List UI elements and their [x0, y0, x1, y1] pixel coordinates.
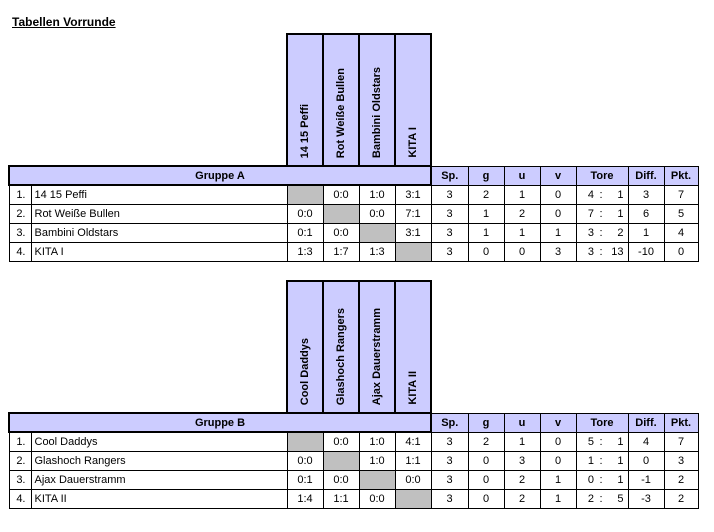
stat-u: 1: [504, 432, 540, 452]
match-result: 0:0: [323, 185, 359, 205]
stat-pkt: 4: [664, 224, 698, 243]
matrix-header-team-1: 14 15 Peffi: [287, 34, 323, 166]
goals-separator: :: [596, 224, 606, 243]
matrix-header-team-2: Glashoch Rangers: [323, 281, 359, 413]
table-row: [9, 224, 698, 243]
stat-sp: 3: [431, 471, 468, 490]
stat-sp: 3: [431, 224, 468, 243]
goals-against: 1: [606, 205, 628, 224]
stat-u: 2: [504, 471, 540, 490]
stat-sp: 3: [431, 452, 468, 471]
matrix-header-team-4: KITA I: [395, 34, 431, 166]
goals-separator: :: [596, 205, 606, 224]
match-result: 0:0: [395, 471, 431, 490]
page-title: Tabellen Vorrunde: [12, 15, 116, 29]
col-header-sp: Sp.: [431, 413, 468, 432]
goals-separator: :: [596, 490, 606, 509]
stat-sp: 3: [431, 185, 468, 205]
match-result: 3:1: [395, 224, 431, 243]
group-header: Gruppe B: [9, 413, 431, 432]
stat-g: 0: [468, 490, 504, 509]
group-header: Gruppe A: [9, 166, 431, 185]
self-cell: [287, 185, 323, 205]
stat-g: 0: [468, 243, 504, 262]
rank: 2.: [9, 205, 31, 224]
team-name: Glashoch Rangers: [31, 452, 287, 471]
stat-pkt: 0: [664, 243, 698, 262]
stat-pkt: 5: [664, 205, 698, 224]
goals-against: 5: [606, 490, 628, 509]
stat-diff: 6: [628, 205, 664, 224]
stat-v: 0: [540, 205, 576, 224]
col-header-u: u: [504, 413, 540, 432]
self-cell: [287, 432, 323, 452]
stat-sp: 3: [431, 205, 468, 224]
self-cell: [323, 452, 359, 471]
goals-for: 1: [576, 452, 596, 471]
match-result: 0:0: [323, 432, 359, 452]
stat-pkt: 2: [664, 490, 698, 509]
col-header-u: u: [504, 166, 540, 185]
goals-separator: :: [596, 471, 606, 490]
table-row: [9, 471, 698, 490]
matrix-header-team-1: Cool Daddys: [287, 281, 323, 413]
stat-u: 2: [504, 205, 540, 224]
rank: 2.: [9, 452, 31, 471]
self-cell: [359, 224, 395, 243]
stat-g: 0: [468, 452, 504, 471]
goals-for: 4: [576, 185, 596, 205]
stat-v: 1: [540, 471, 576, 490]
col-header-v: v: [540, 166, 576, 185]
stat-sp: 3: [431, 432, 468, 452]
team-name: 14 15 Peffi: [31, 185, 287, 205]
goals-separator: :: [596, 185, 606, 205]
match-result: 0:0: [287, 205, 323, 224]
matrix-header-team-3: Bambini Oldstars: [359, 34, 395, 166]
rank: 3.: [9, 471, 31, 490]
matrix-header-team-2: Rot Weiße Bullen: [323, 34, 359, 166]
team-name: Bambini Oldstars: [31, 224, 287, 243]
goals-for: 5: [576, 432, 596, 452]
col-header-diff: Diff.: [628, 166, 664, 185]
self-cell: [395, 243, 431, 262]
table-row: [9, 205, 698, 224]
team-name: Ajax Dauerstramm: [31, 471, 287, 490]
col-header-v: v: [540, 413, 576, 432]
table-row: [9, 452, 698, 471]
match-result: 0:0: [323, 471, 359, 490]
stat-v: 1: [540, 224, 576, 243]
stat-g: 2: [468, 185, 504, 205]
group-a-table: [8, 33, 699, 262]
rank: 4.: [9, 243, 31, 262]
match-result: 7:1: [395, 205, 431, 224]
rank: 3.: [9, 224, 31, 243]
match-result: 1:4: [287, 490, 323, 509]
goals-separator: :: [596, 432, 606, 452]
match-result: 1:0: [359, 432, 395, 452]
stat-diff: 3: [628, 185, 664, 205]
match-result: 1:3: [287, 243, 323, 262]
match-result: 0:1: [287, 471, 323, 490]
match-result: 3:1: [395, 185, 431, 205]
col-header-tore: Tore: [576, 413, 628, 432]
match-result: 0:0: [323, 224, 359, 243]
rank: 1.: [9, 185, 31, 205]
stat-v: 0: [540, 432, 576, 452]
goals-against: 1: [606, 432, 628, 452]
goals-separator: :: [596, 452, 606, 471]
stat-v: 3: [540, 243, 576, 262]
team-name: KITA II: [31, 490, 287, 509]
stat-v: 0: [540, 185, 576, 205]
table-row: [9, 490, 698, 509]
matrix-header-team-3: Ajax Dauerstramm: [359, 281, 395, 413]
stat-v: 0: [540, 452, 576, 471]
self-cell: [359, 471, 395, 490]
stat-diff: 4: [628, 432, 664, 452]
match-result: 1:1: [323, 490, 359, 509]
col-header-g: g: [468, 166, 504, 185]
match-result: 4:1: [395, 432, 431, 452]
match-result: 0:0: [287, 452, 323, 471]
stat-diff: -3: [628, 490, 664, 509]
stat-sp: 3: [431, 490, 468, 509]
goals-for: 3: [576, 224, 596, 243]
stat-diff: 1: [628, 224, 664, 243]
match-result: 1:1: [395, 452, 431, 471]
goals-for: 2: [576, 490, 596, 509]
match-result: 0:0: [359, 490, 395, 509]
stat-diff: -10: [628, 243, 664, 262]
stat-diff: 0: [628, 452, 664, 471]
goals-for: 7: [576, 205, 596, 224]
stat-u: 1: [504, 185, 540, 205]
stat-g: 0: [468, 471, 504, 490]
match-result: 1:0: [359, 452, 395, 471]
goals-separator: :: [596, 243, 606, 262]
rank: 1.: [9, 432, 31, 452]
stat-u: 0: [504, 243, 540, 262]
match-result: 0:0: [359, 205, 395, 224]
goals-for: 3: [576, 243, 596, 262]
team-name: Cool Daddys: [31, 432, 287, 452]
matrix-header-team-4: KITA II: [395, 281, 431, 413]
stat-g: 2: [468, 432, 504, 452]
col-header-sp: Sp.: [431, 166, 468, 185]
goals-against: 2: [606, 224, 628, 243]
goals-against: 1: [606, 452, 628, 471]
col-header-tore: Tore: [576, 166, 628, 185]
goals-against: 13: [606, 243, 628, 262]
table-row: [9, 432, 698, 452]
match-result: 0:1: [287, 224, 323, 243]
stat-pkt: 3: [664, 452, 698, 471]
stat-g: 1: [468, 224, 504, 243]
goals-for: 0: [576, 471, 596, 490]
table-row: [9, 243, 698, 262]
match-result: 1:3: [359, 243, 395, 262]
col-header-diff: Diff.: [628, 413, 664, 432]
stat-sp: 3: [431, 243, 468, 262]
col-header-g: g: [468, 413, 504, 432]
self-cell: [395, 490, 431, 509]
match-result: 1:7: [323, 243, 359, 262]
stat-u: 3: [504, 452, 540, 471]
table-row: [9, 185, 698, 205]
team-name: KITA I: [31, 243, 287, 262]
match-result: 1:0: [359, 185, 395, 205]
stat-g: 1: [468, 205, 504, 224]
rank: 4.: [9, 490, 31, 509]
goals-against: 1: [606, 185, 628, 205]
col-header-pkt: Pkt.: [664, 166, 698, 185]
stat-diff: -1: [628, 471, 664, 490]
group-b-table: [8, 280, 699, 509]
stat-u: 1: [504, 224, 540, 243]
stat-u: 2: [504, 490, 540, 509]
goals-against: 1: [606, 471, 628, 490]
stat-v: 1: [540, 490, 576, 509]
stat-pkt: 2: [664, 471, 698, 490]
stat-pkt: 7: [664, 432, 698, 452]
col-header-pkt: Pkt.: [664, 413, 698, 432]
team-name: Rot Weiße Bullen: [31, 205, 287, 224]
stat-pkt: 7: [664, 185, 698, 205]
self-cell: [323, 205, 359, 224]
